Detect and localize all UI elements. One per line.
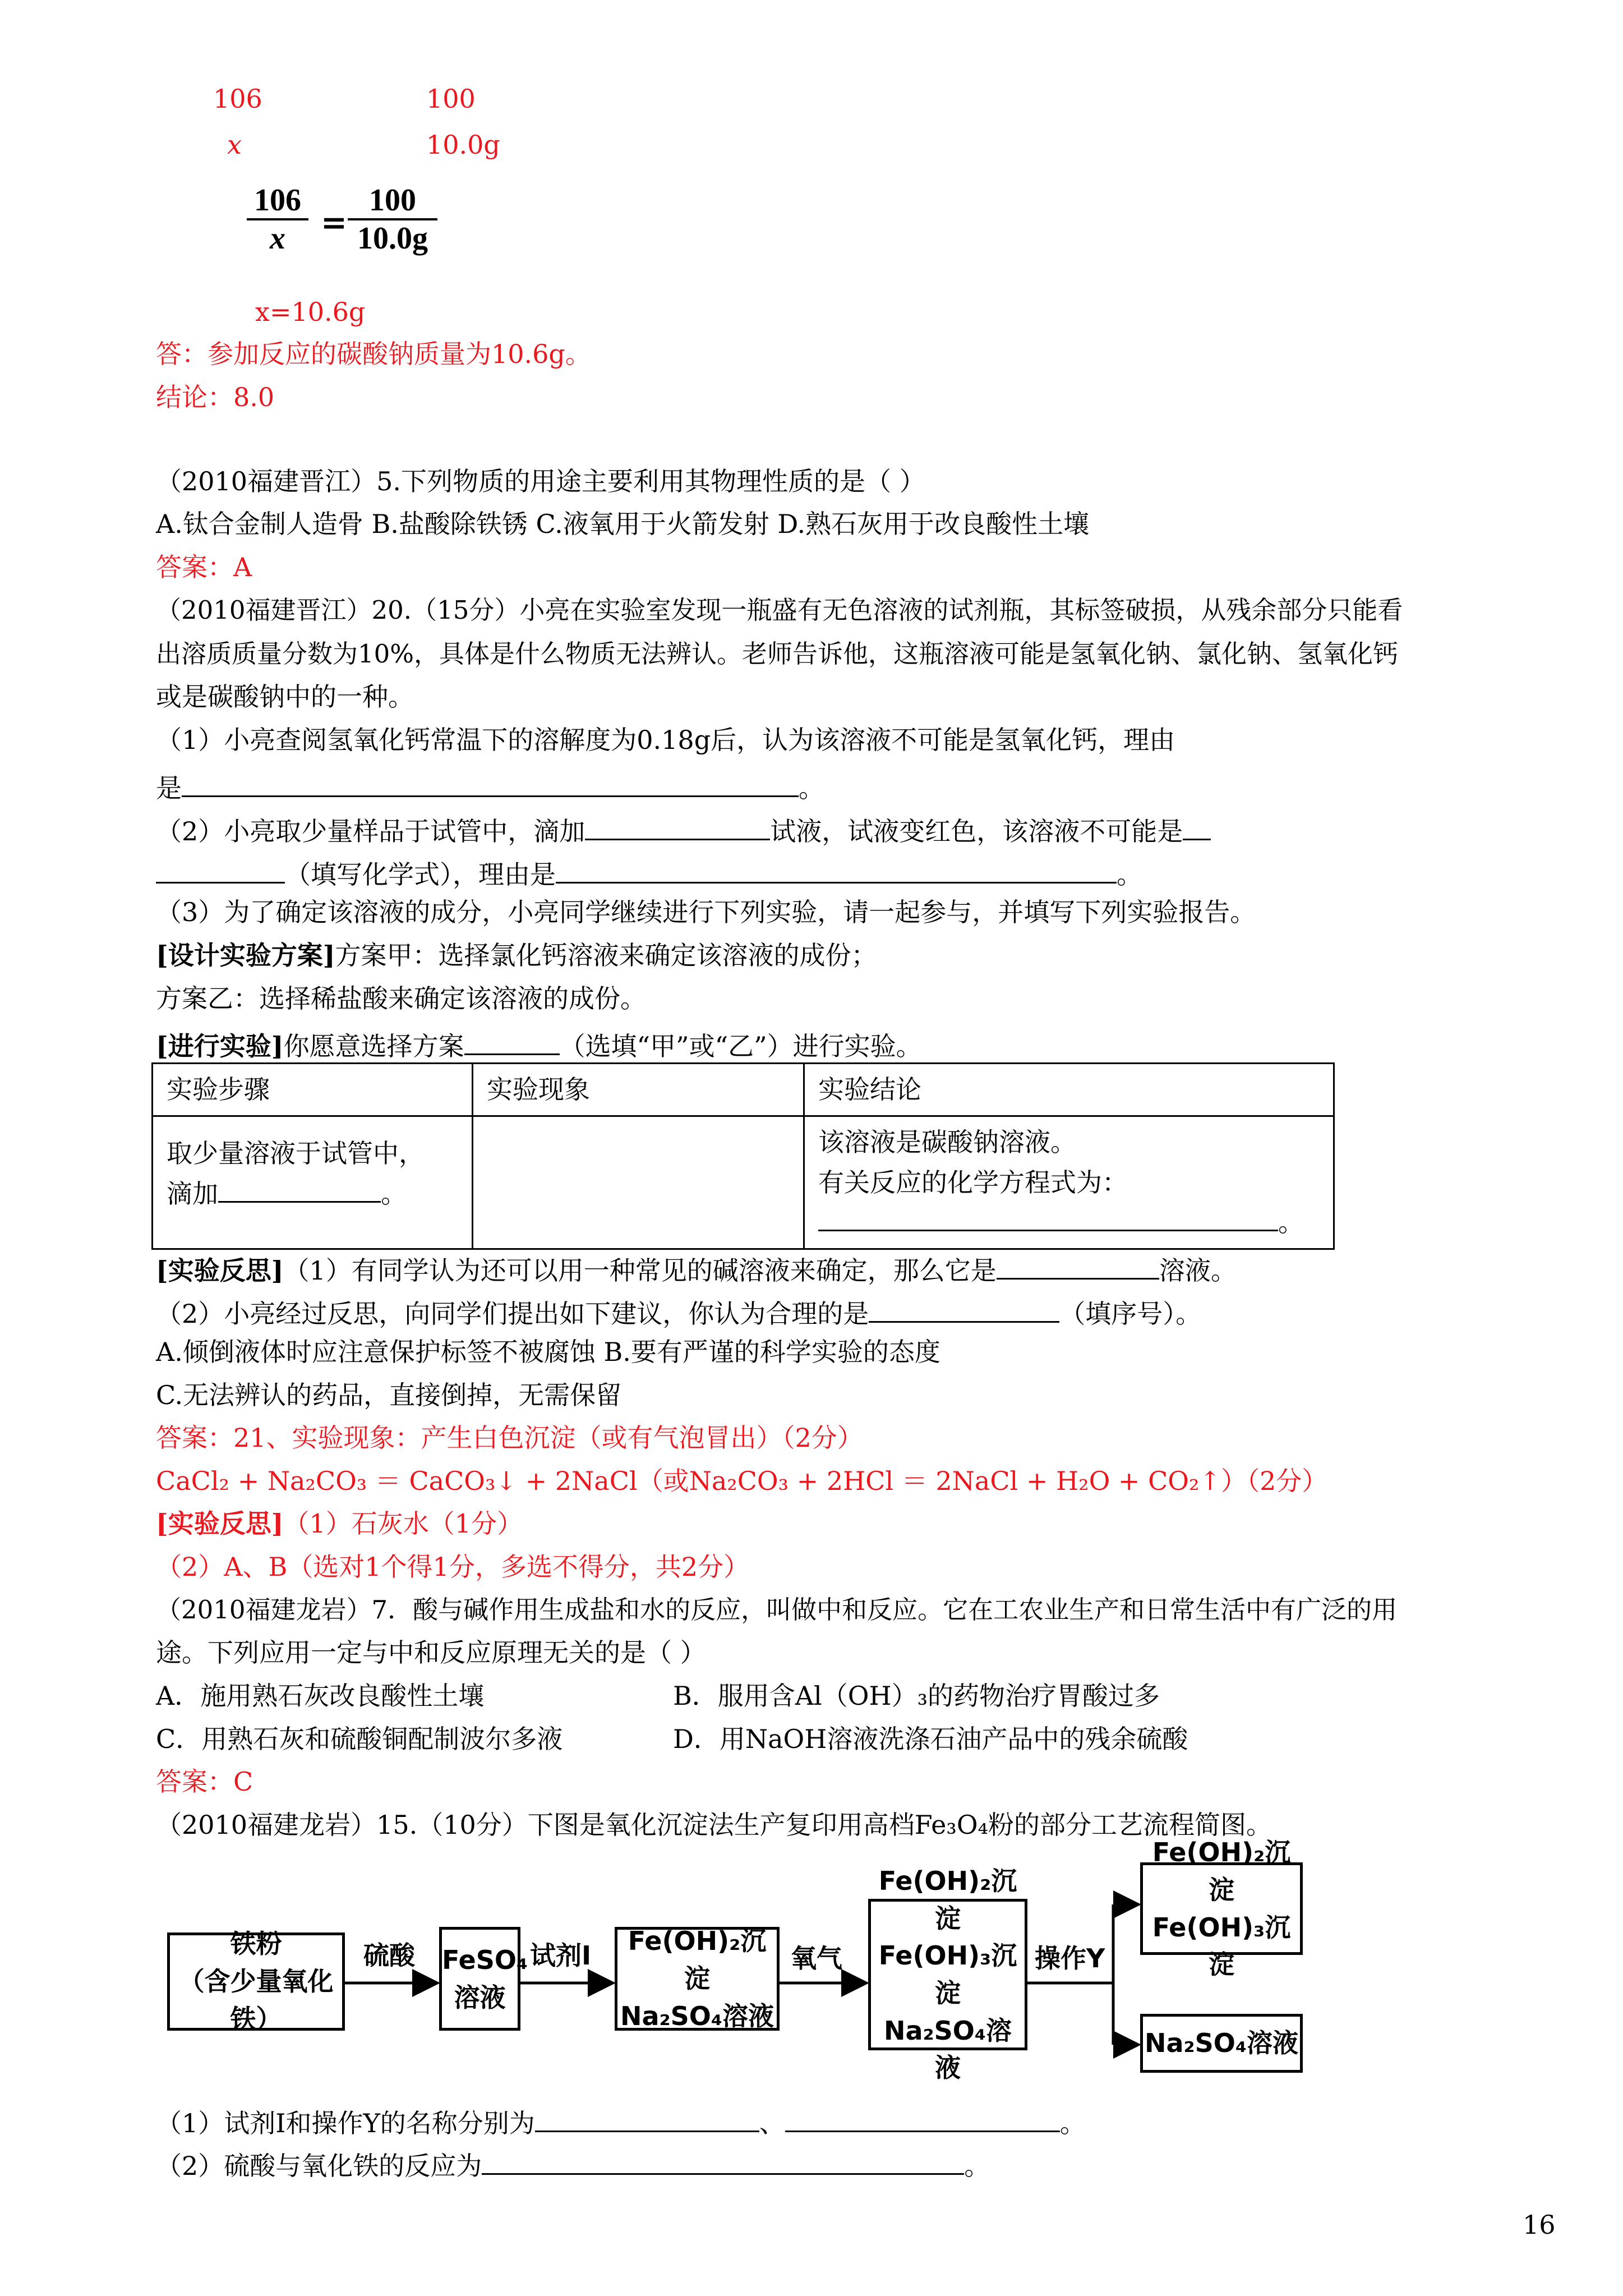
box-feso4 <box>439 1927 528 2031</box>
answer-blank[interactable] <box>535 2104 759 2132</box>
label: （2）硫酸与氧化铁的反应为 <box>156 2151 482 2181</box>
table-header-phenomenon: 实验现象 <box>473 1064 804 1116</box>
label: 滴加 <box>167 1178 218 1209</box>
label: 。 <box>1117 859 1142 890</box>
box-line: Fe(OH)₂沉淀 <box>628 1926 767 1994</box>
box-line: Fe(OH)₃沉淀 <box>1152 1912 1291 1980</box>
calc-result: x=10.6g <box>255 297 366 327</box>
q20-stem-line2: 出溶质质量分数为10%，具体是什么物质无法辨认。老师告诉他，这瓶溶液可能是氢氧化钠、氯化钠、氢氧化钙 <box>156 639 1399 669</box>
fraction-numerator: 100 <box>369 183 416 218</box>
label: （填写化学式），理由是 <box>285 859 556 890</box>
table-header-conclusion: 实验结论 <box>804 1064 1334 1116</box>
box-line: Na₂SO₄溶液 <box>620 2000 774 2031</box>
q15-part2 <box>156 2146 990 2181</box>
cell-line: 该溶液是碳酸钠溶液。 <box>818 1127 1076 1158</box>
label-reagent-i: 试剂I <box>530 1940 592 1971</box>
q20-part1-line1: （1）小亮查阅氢氧化钙常温下的溶解度为0.18g后，认为该溶液不可能是氢氧化钙，理由 <box>156 725 1175 755</box>
box-line: Fe(OH)₃沉淀 <box>878 1940 1017 2008</box>
box-iron-powder <box>167 1929 345 2034</box>
box-line: FeSO₄ <box>442 1944 528 1975</box>
calc-r2b: 10.0g <box>426 130 500 160</box>
fraction-denominator: x <box>247 218 308 256</box>
q20-option-ab: A.倾倒液体时应注意保护标签不被腐蚀 B.要有严谨的科学实验的态度 <box>156 1337 940 1367</box>
q20-stem-line1: （2010福建晋江）20.（15分）小亮在实验室发现一瓶盛有无色溶液的试剂瓶，其标签破损，从残余部分只能看 <box>156 595 1403 625</box>
box-line: 溶液 <box>454 1982 506 2013</box>
label: 溶液。 <box>1159 1255 1237 1286</box>
q20-stem-line3: 或是碳酸钠中的一种。 <box>156 682 414 712</box>
label: （填序号）。 <box>1059 1299 1202 1329</box>
label-oxygen: 氧气 <box>791 1943 842 1973</box>
calc-conclusion: 结论：8.0 <box>156 382 275 412</box>
label: 。 <box>381 1178 407 1209</box>
fraction-denominator: 10.0g <box>348 218 437 256</box>
label: （2）小亮取少量样品于试管中，滴加 <box>156 816 585 846</box>
q7-option-a: A．施用熟石灰改良酸性土壤 <box>156 1681 485 1711</box>
q7-stem-line1: （2010福建龙岩）7．酸与碱作用生成盐和水的反应，叫做中和反应。它在工农业生产和日常生活中有广泛的用 <box>156 1595 1398 1625</box>
experiment-tag: [进行实验] <box>156 1031 284 1061</box>
box-precipitates <box>1140 1837 1303 1980</box>
label: 方案甲：选择氯化钙溶液来确定该溶液的成份； <box>335 940 877 970</box>
fraction-numerator: 106 <box>254 183 301 218</box>
q7-option-c: C．用熟石灰和硫酸铜配制波尔多液 <box>156 1724 563 1754</box>
label: 、 <box>759 2108 785 2138</box>
calc-answer: 答：参加反应的碳酸钠质量为10.6g。 <box>156 339 591 369</box>
page-number: 16 <box>1523 2210 1556 2240</box>
label: （选填“甲”或“乙”）进行实验。 <box>559 1031 922 1061</box>
q20-answer-line4: （2）A、B（选对1个得1分，多选不得分，共2分） <box>156 1552 750 1582</box>
label: （1）石灰水（1分） <box>283 1508 523 1539</box>
q20-answer-line2: CaCl₂ + Na₂CO₃ ＝ CaCO₃↓ + 2NaCl（或Na₂CO₃ + 2HCl ＝ 2NaCl + H₂O + CO₂↑）（2分） <box>156 1466 1328 1496</box>
reflection-tag: [实验反思] <box>156 1255 284 1286</box>
q15-part1 <box>156 2104 1086 2138</box>
box-na2so4-solution <box>1140 2014 1303 2073</box>
table-header-step: 实验步骤 <box>153 1064 473 1116</box>
label: 。 <box>964 2151 990 2181</box>
answer-blank[interactable] <box>785 2104 1060 2132</box>
q5-answer: 答案：A <box>156 552 252 582</box>
label: 试液，试液变红色，该溶液不可能是 <box>770 816 1183 846</box>
q7-option-d: D．用NaOH溶液洗涤石油产品中的残余硫酸 <box>673 1724 1188 1754</box>
box-feoh2-na2so4 <box>615 1927 780 2031</box>
q20-answer-line1: 答案：21、实验现象：产生白色沉淀（或有气泡冒出）（2分） <box>156 1423 863 1453</box>
reflection-tag: [实验反思] <box>156 1508 284 1539</box>
label: （2）小亮经过反思，向同学们提出如下建议，你认为合理的是 <box>156 1299 869 1329</box>
label: 是 <box>156 773 182 803</box>
q15-stem: （2010福建龙岩）15.（10分）下图是氧化沉淀法生产复印用高档Fe₃O₄粉的部分工艺流程简图。 <box>156 1810 1272 1840</box>
q7-stem-line2: 途。下列应用一定与中和反应原理无关的是（ ） <box>156 1637 706 1668</box>
label: 。 <box>1059 2108 1086 2138</box>
box-line: Na₂SO₄溶液 <box>1144 2028 1299 2059</box>
q20-option-c: C.无法辨认的药品，直接倒掉，无需保留 <box>156 1380 622 1410</box>
calc-r2a: x <box>227 130 242 160</box>
q20-part3: （3）为了确定该溶液的成分，小亮同学继续进行下列实验，请一起参与，并填写下列实验报告。 <box>156 897 1256 927</box>
box-line: Fe(OH)₂沉淀 <box>1152 1837 1291 1905</box>
calc-r1a: 106 <box>213 84 262 114</box>
design-tag: [设计实验方案] <box>156 940 335 970</box>
label-sulfuric-acid: 硫酸 <box>363 1940 415 1971</box>
box-line: Na₂SO₄溶液 <box>883 2015 1012 2083</box>
q5-options: A.钛合金制人造骨 B.盐酸除铁锈 C.液氧用于火箭发射 D.熟石灰用于改良酸性土壤 <box>156 509 1090 539</box>
label: 你愿意选择方案 <box>283 1031 464 1061</box>
label: （1）有同学认为还可以用一种常见的碱溶液来确定，那么它是 <box>283 1255 997 1286</box>
box-line: Fe(OH)₂沉淀 <box>878 1865 1017 1934</box>
equals-sign: = <box>321 204 347 241</box>
calc-r1b: 100 <box>426 84 476 114</box>
label-operation-y: 操作Y <box>1035 1943 1105 1973</box>
label: 。 <box>1278 1207 1304 1237</box>
q5-stem: （2010福建晋江）5.下列物质的用途主要利用其物理性质的是（ ） <box>156 466 925 496</box>
q7-option-b: B．服用含Al（OH）₃的药物治疗胃酸过多 <box>673 1681 1160 1711</box>
answer-blank[interactable] <box>482 2146 964 2175</box>
box-line: （含少量氧化铁） <box>178 1966 334 2034</box>
q20-design-line2: 方案乙：选择稀盐酸来确定该溶液的成份。 <box>156 983 646 1014</box>
cell-line: 有关反应的化学方程式为： <box>818 1167 1128 1198</box>
label: 。 <box>799 773 824 803</box>
box-line: 铁粉 <box>230 1929 282 1959</box>
label: （1）试剂I和操作Y的名称分别为 <box>156 2108 535 2138</box>
cell-line: 取少量溶液于试管中， <box>167 1138 425 1169</box>
box-mixed-precipitate <box>868 1865 1027 2083</box>
q7-answer: 答案：C <box>156 1766 253 1797</box>
